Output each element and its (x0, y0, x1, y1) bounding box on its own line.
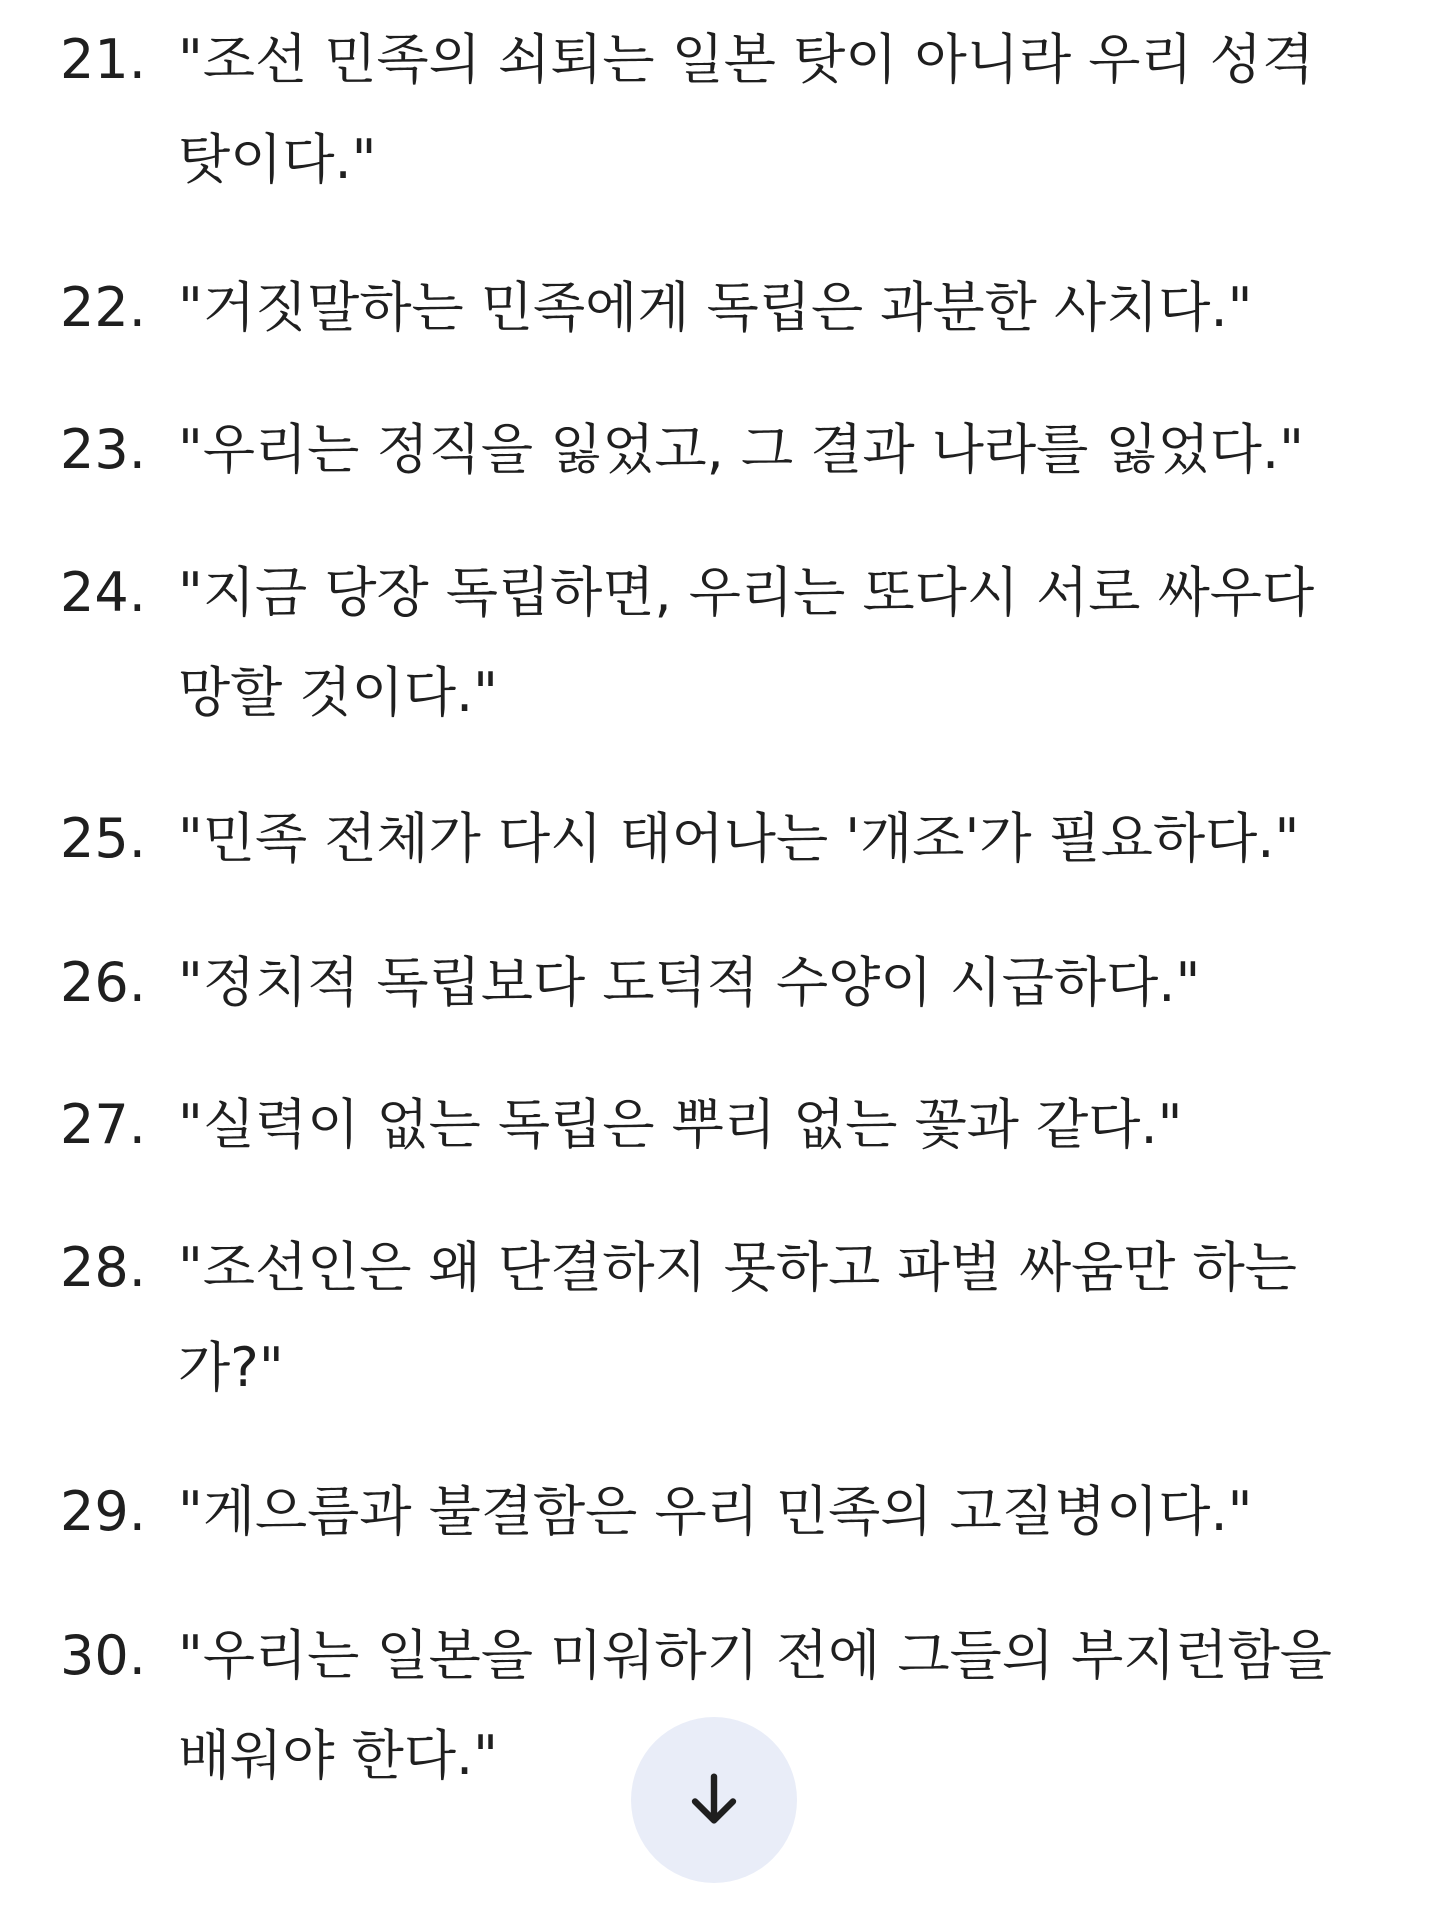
list-item-text: "우리는 일본을 미워하기 전에 그들의 부지런함을 배워야 한다." (178, 1624, 1332, 1787)
list-item-number: 28. (60, 1236, 146, 1299)
list-item-number: 29. (60, 1480, 146, 1543)
list-item-number: 30. (60, 1624, 146, 1687)
list-item-text: "조선 민족의 쇠퇴는 일본 탓이 아니라 우리 성격 탓이다." (178, 28, 1315, 191)
list-item-text: "조선인은 왜 단결하지 못하고 파벌 싸움만 하는 가?" (178, 1236, 1297, 1399)
list-item-text: "실력이 없는 독립은 뿌리 없는 꽃과 같다." (178, 1093, 1183, 1156)
list-item-number: 21. (60, 28, 146, 91)
list-item-text: "지금 당장 독립하면, 우리는 또다시 서로 싸우다 망할 것이다." (178, 561, 1315, 724)
list-item-number: 26. (60, 951, 146, 1014)
arrow-down-icon (679, 1765, 749, 1835)
list-item-number: 24. (60, 561, 146, 624)
list-item-text: "게으름과 불결함은 우리 민족의 고질병이다." (178, 1480, 1253, 1543)
list-item-number: 25. (60, 807, 146, 870)
list-item-number: 23. (60, 418, 146, 481)
scroll-to-bottom-button[interactable] (631, 1717, 797, 1883)
list-item-text: "우리는 정직을 잃었고, 그 결과 나라를 잃었다." (178, 418, 1304, 481)
list-item-number: 22. (60, 276, 146, 339)
list-item-number: 27. (60, 1093, 146, 1156)
list-item-text: "민족 전체가 다시 태어나는 '개조'가 필요하다." (178, 807, 1300, 870)
list-item-text: "정치적 독립보다 도덕적 수양이 시급하다." (178, 951, 1201, 1014)
list-item-text: "거짓말하는 민족에게 독립은 과분한 사치다." (178, 276, 1253, 339)
